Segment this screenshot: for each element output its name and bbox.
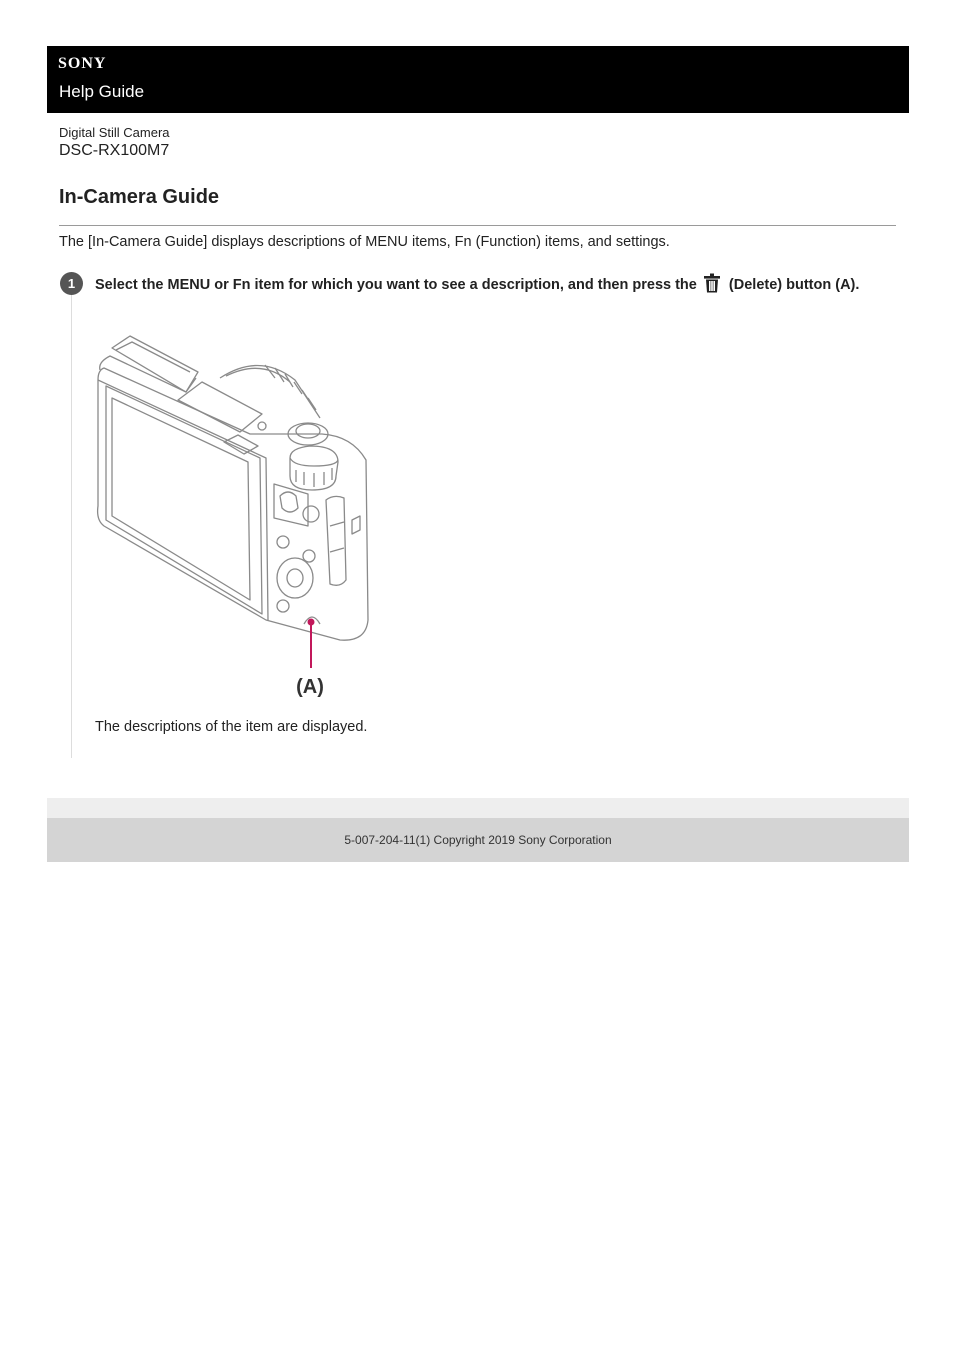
footer [47, 818, 909, 862]
step-text-after: (Delete) button (A). [728, 277, 860, 293]
step-guide-line [71, 294, 72, 758]
page-title: In-Camera Guide [59, 186, 220, 208]
header-bar [47, 46, 909, 113]
step-result: The descriptions of the item are displayed. [95, 719, 368, 735]
sony-logo: SONY [58, 55, 107, 72]
trash-icon [703, 273, 721, 293]
title-divider [59, 225, 896, 226]
camera-illustration [90, 330, 380, 702]
footer-band [47, 798, 909, 818]
copyright-text: 5-007-204-11(1) Copyright 2019 Sony Corporation [344, 833, 612, 847]
model-name: DSC-RX100M7 [59, 142, 170, 159]
step-number-badge: 1 [60, 272, 83, 295]
callout-label-a: (A) [296, 676, 324, 698]
intro-paragraph: The [In-Camera Guide] displays descriptions of MENU items, Fn (Function) items, and settings. [59, 234, 670, 250]
step-instruction [95, 273, 895, 296]
step-text-before: Select the MENU or Fn item for which you want to see a description, and then press the [95, 277, 697, 293]
help-guide-title[interactable]: Help Guide [59, 82, 145, 101]
product-category: Digital Still Camera [59, 125, 170, 140]
